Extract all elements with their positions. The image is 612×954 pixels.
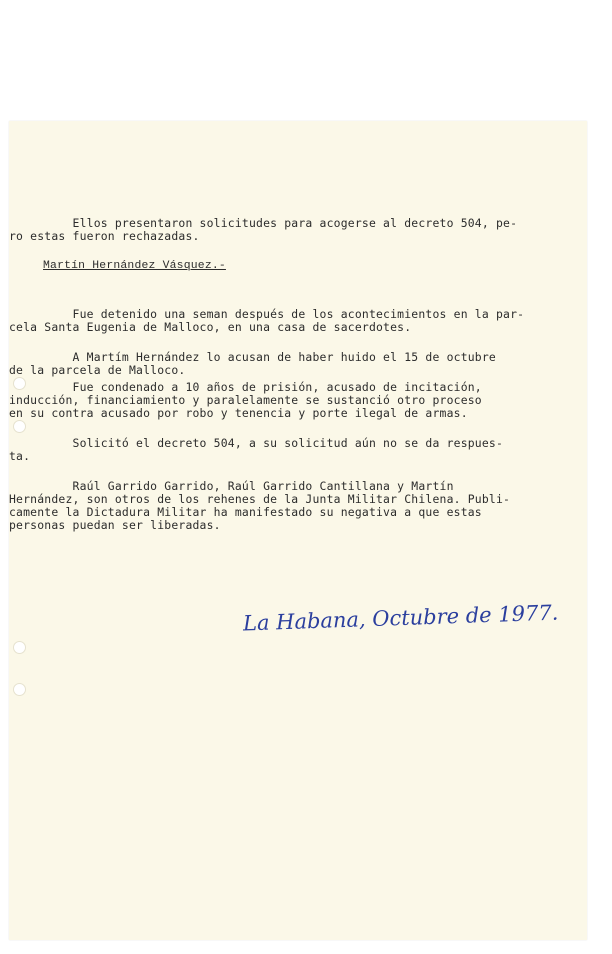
paragraph-decree-request: Solicitó el decreto 504, a su solicitud aún no se da respues- ta. xyxy=(9,436,504,463)
paragraph-detention: Fue detenido una seman después de los acontecimientos en la par- cela Santa Eugenia de Malloco, en una casa de sacerdotes. xyxy=(9,307,525,334)
paragraph-applications: Ellos presentaron solicitudes para acogerse al decreto 504, pe- ro estas fueron rechazadas. xyxy=(9,216,518,243)
paragraph-sentence: Fue condenado a 10 años de prisión, acusado de incitación, inducción, financiamiento y paralelamente se sustanció otro proceso en su contra acusado por robo y tenencia y porte ilegal de armas. xyxy=(9,380,482,420)
punch-hole xyxy=(13,683,26,696)
paragraph-accusation: A Martím Hernández lo acusan de haber huido el 15 de octubre de la parcela de Malloco. xyxy=(9,350,496,377)
punch-hole xyxy=(13,641,26,654)
handwritten-signature xyxy=(241,600,571,640)
punch-hole xyxy=(13,420,26,433)
signature-text: La Habana, Octubre de 1977. xyxy=(242,600,559,636)
document-page xyxy=(9,121,587,940)
section-heading: Martín Hernández Vásquez.- xyxy=(43,260,226,272)
paragraph-hostages: Raúl Garrido Garrido, Raúl Garrido Cantillana y Martín Hernández, son otros de los rehenes de la Junta Militar Chilena. Publi- camente la Dictadura Militar ha manifestado su negativa a que estas personas puedan ser liberadas. xyxy=(9,479,511,532)
